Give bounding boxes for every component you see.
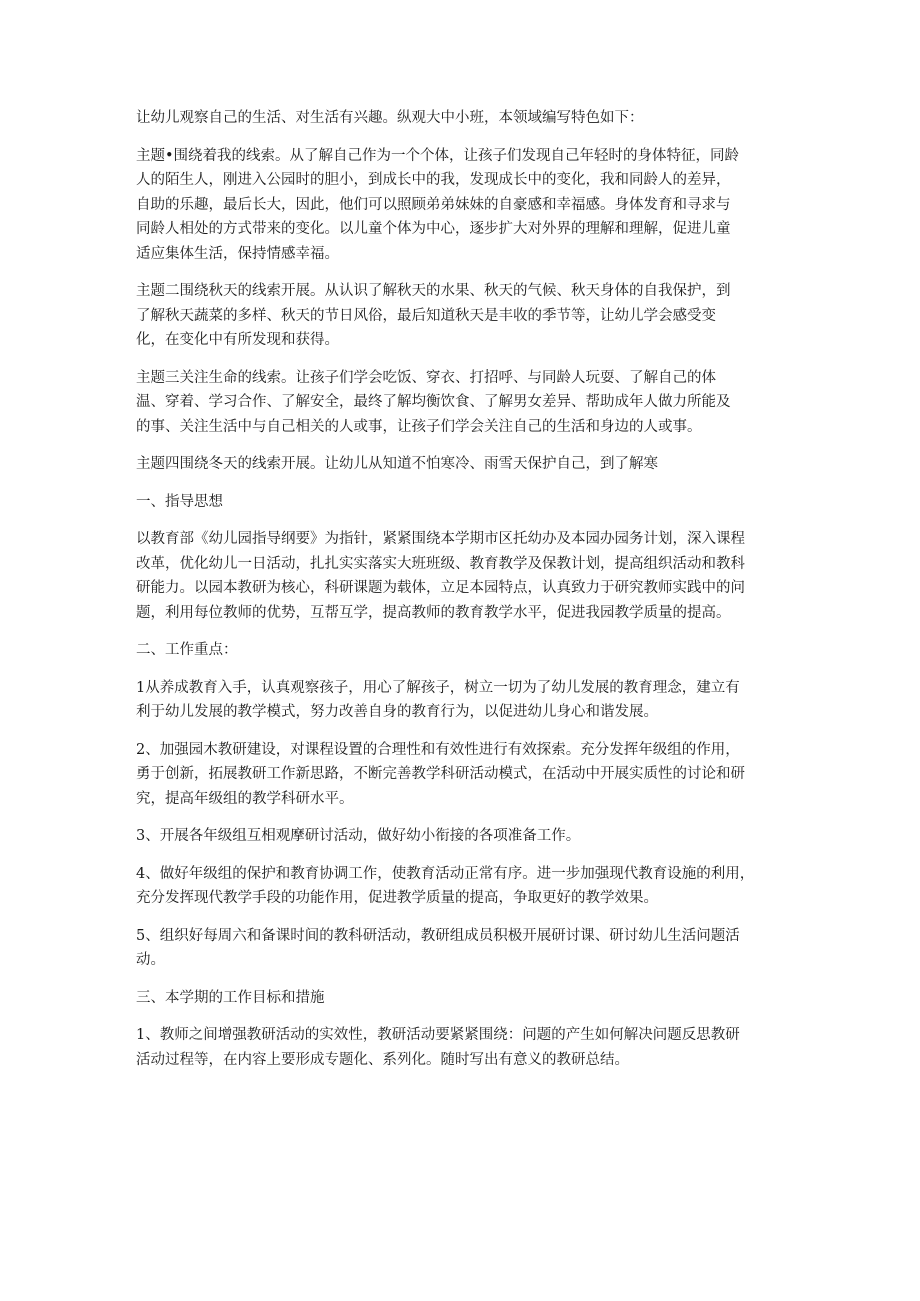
theme4-paragraph (136, 452, 802, 477)
text-line: 以教育部《幼儿园指导纲要》为指针，紧紧围绕本学期市区托幼办及本园办园务计划，深入课程 (136, 531, 745, 547)
text-line: 研能力。以园本教研为核心，科研课题为载体，立足本园特点，认真致力于研究教师实践中的问 (136, 580, 745, 596)
text-line: 动。 (136, 952, 165, 968)
text-line: 题，利用每位教师的优势，互帮互学，提高教师的教育教学水平，促进我园教学质量的提高。 (136, 604, 731, 621)
heading-text: 二、工作重点： (136, 642, 238, 658)
text-line: 2、加强园木教研建设，对课程设置的合理性和有效性进行有效探索。充分发挥年级组的作用， (136, 741, 740, 758)
document-page (136, 106, 802, 1072)
text-line: 3、开展各年级组互相观摩研讨活动，做好幼小衔接的各项准备工作。 (136, 828, 581, 844)
text-line: 主题•围绕着我的线索。从了解自己作为一个个体，让孩子们发现自己年轻时的身体特征，同龄 (136, 147, 740, 164)
text-line: 自助的乐趣，最后长大，因此，他们可以照顾弟弟妹妹的自豪感和幸福感。身体发育和寻求与 (136, 196, 731, 213)
text-line: 活动过程等，在内容上要形成专题化、系列化。随时写出有意义的教研总结。 (136, 1051, 629, 1068)
focus3-paragraph (136, 824, 802, 849)
text-line: 化，在变化中有所发现和获得。 (136, 332, 339, 348)
theme2-paragraph (136, 279, 802, 353)
theme1-paragraph (136, 144, 802, 267)
section-heading-guide (136, 490, 802, 515)
section-heading-focus (136, 638, 802, 663)
heading-text: 一、指导思想 (136, 493, 223, 510)
guide-paragraph (136, 527, 802, 625)
text-line: 主题三关注生命的线索。让孩子们学会吃饭、穿衣、打招呼、与同龄人玩耍、了解自己的体 (136, 369, 716, 386)
text-line: 究，提高年级组的教学科研水平。 (136, 790, 354, 807)
text-line: 适应集体生活，保持情感幸福。 (136, 245, 339, 262)
text-line: 改革，优化幼儿一日活动，扎扎实实落实大班班级、教育教学及保教计划，提高组织活动和教科 (136, 555, 745, 572)
text-line: 了解秋天蔬菜的多样、秋天的节日风俗，最后知道秋天是丰收的季节等，让幼儿学会感受变 (136, 307, 716, 324)
text-line: 4、做好年级组的保护和教育协调工作，使教育活动正常有序。进一步加强现代教育设施的利用， (136, 865, 755, 882)
text-line: 主题二围绕秋天的线索开展。从认识了解秋天的水果、秋天的气候、秋天身体的自我保护，到 (136, 283, 731, 299)
focus5-paragraph (136, 924, 802, 973)
section-heading-goals (136, 986, 802, 1011)
text-line: 主题四围绕冬天的线索开展。让幼儿从知道不怕寒冷、雨雪天保护自己，到了解寒 (136, 456, 658, 472)
text-line: 人的陌生人，刚进入公园时的胆小，到成长中的我，发现成长中的变化，我和同龄人的差异， (136, 172, 731, 188)
text-line: 勇于创新，拓展教研工作新思路，不断完善教学科研活动模式，在活动中开展实质性的讨论和研 (136, 766, 745, 782)
heading-text: 三、本学期的工作目标和措施 (136, 989, 325, 1006)
focus2-paragraph (136, 738, 802, 812)
text-line: 同龄人相处的方式带来的变化。以儿童个体为中心，逐步扩大对外界的理解和理解，促进儿童 (136, 221, 731, 237)
text-line: 充分发挥现代教学手段的功能作用，促进教学质量的提高，争取更好的教学效果。 (136, 890, 658, 906)
text-line: 1、教师之间增强教研活动的实效性，教研活动要紧紧围绕：问题的产生如何解决问题反思教研 (136, 1027, 740, 1043)
text-line: 的事、关注生活中与自己相关的人或事，让孩子们学会关注自己的生活和身边的人或事。 (136, 418, 702, 435)
text-line: 让幼儿观察自己的生活、对生活有兴趣。纵观大中小班，本领域编写特色如下： (136, 110, 644, 126)
focus1-paragraph (136, 676, 802, 725)
goal1-paragraph (136, 1023, 802, 1072)
text-line: 5、组织好每周六和备课时间的教科研活动，教研组成员积极开展研讨课、研讨幼儿生活问题活 (136, 927, 740, 944)
focus4-paragraph (136, 862, 802, 911)
text-line: 1从养成教育入手，认真观察孩子，用心了解孩子，树立一切为了幼儿发展的教育理念，建立有 (136, 679, 740, 696)
intro-paragraph (136, 106, 802, 131)
text-line: 利于幼儿发展的教学模式，努力改善自身的教育行为，以促进幼儿身心和谐发展。 (136, 704, 658, 720)
theme3-paragraph (136, 366, 802, 440)
text-line: 温、穿着、学习合作、了解安全，最终了解均衡饮食、了解男女差异、帮助成年人做力所能及 (136, 394, 731, 410)
